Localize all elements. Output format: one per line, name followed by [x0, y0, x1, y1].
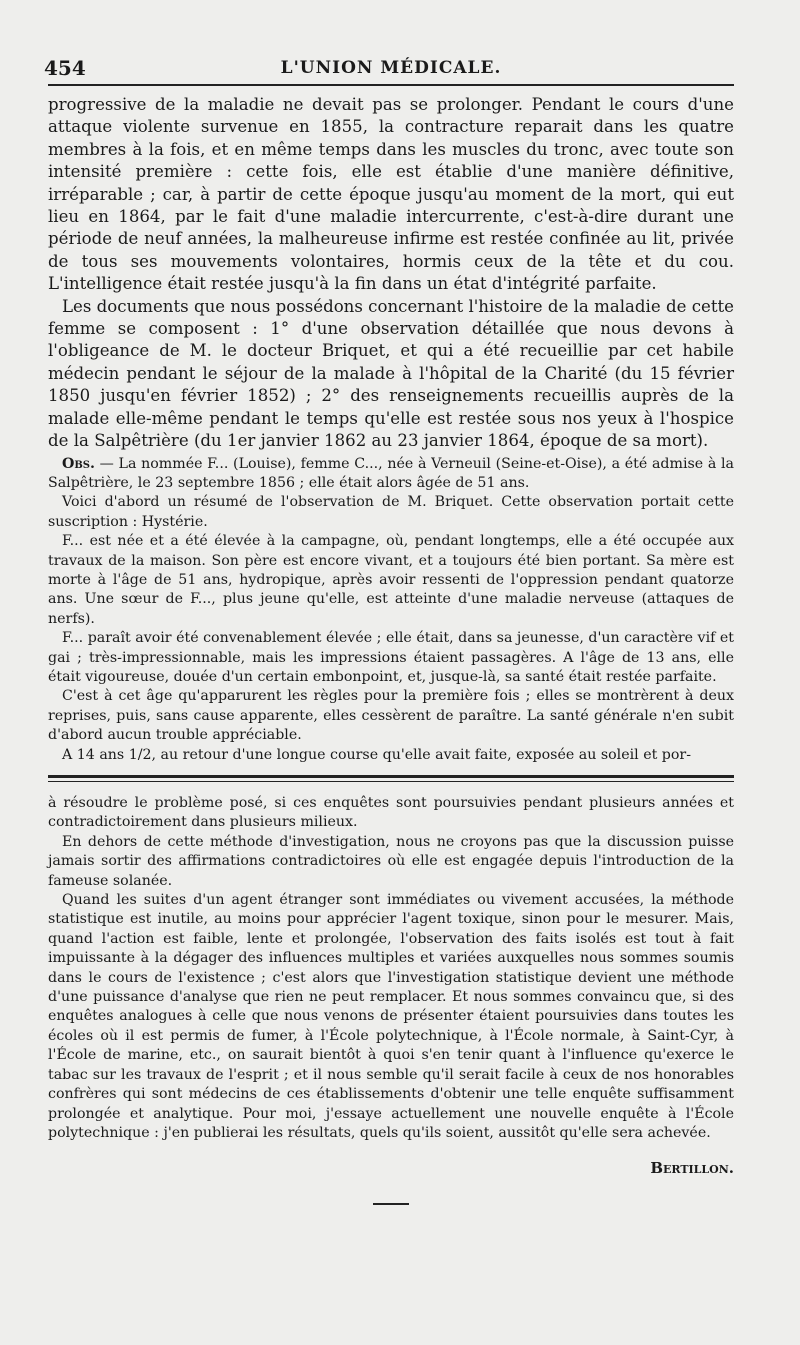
- paragraph: A 14 ans 1/2, au retour d'une longue course qu'elle avait faite, exposée au soleil et por-: [62, 746, 692, 763]
- page-number: 454: [44, 56, 86, 80]
- article-continuation: [48, 86, 734, 453]
- paragraph: Les documents que nous possédons concernant l'histoire de la maladie de cette femme se composent : 1° d'une observation détaillée que nous devons à l'obligeance de M. le docteur Briquet, et qui a été recueillie par cet habile médecin pendant le séjour de la malade à l'hôpital de la Charité (du 15 février 1850 jusqu'en février 1852) ; 2° des renseignements recueillis auprès de la malade elle-même pendant le temps qu'elle est restée sous nos yeux à l'hospice de la Salpêtrière (du 1er janvier 1862 au 23 janvier 1864, époque de sa mort).: [48, 296, 734, 451]
- paragraph: F... paraît avoir été convenablement élevée ; elle était, dans sa jeunesse, d'un caractère vif et gai ; très-impressionnable, mais les impressions étaient passagères. A l'âge de 13 ans, elle était vigoureuse, douée d'un certain embonpoint, et, jusque-là, sa santé était restée parfaite.: [48, 630, 734, 685]
- paragraph: à résoudre le problème posé, si ces enquêtes sont poursuivies pendant plusieurs années et contradictoirement dans plusieurs milieux.: [48, 795, 734, 831]
- journal-title: L'UNION MÉDICALE.: [280, 58, 502, 78]
- observation-label: Obs.: [62, 455, 95, 472]
- observation-intro-text: — La nommée F... (Louise), femme C..., née à Verneuil (Seine-et-Oise), a été admise à la Salpêtrière, le 23 septembre 1856 ; elle était alors âgée de 51 ans.: [48, 455, 734, 491]
- page-header: [44, 40, 734, 86]
- paragraph: progressive de la maladie ne devait pas se prolonger. Pendant le cours d'une attaque violente survenue en 1855, la contracture reparait dans les quatre membres à la fois, et en même temps dans les muscles du tronc, avec toute son intensité première : cette fois, elle est établie d'une manière définitive, irréparable ; car, à partir de cette époque jusqu'au moment de la mort, qui eut lieu en 1864, par le fait d'une maladie intercurrente, c'est-à-dire durant une période de neuf années, la malheureuse infirme est restée confinée au lit, privée de tous ses mouvements volontaires, hormis ceux de la tête et du cou. L'intelligence était restée jusqu'à la fin dans un état d'intégrité parfaite.: [48, 95, 734, 294]
- paragraph: C'est à cet âge qu'apparurent les règles pour la première fois ; elles se montrèrent à deux reprises, puis, sans cause apparente, elles cessèrent de paraître. La santé générale n'en subit d'abord aucun trouble appréciable.: [48, 688, 734, 744]
- paragraph: En dehors de cette méthode d'investigation, nous ne croyons pas que la discussion puisse jamais sortir des affirmations contradictoires où elle est engagée depuis l'introduction de la fameuse solanée.: [48, 833, 734, 889]
- observation-intro: [48, 455, 734, 494]
- section-separator: [48, 775, 734, 782]
- author-signature: Bertillon.: [650, 1159, 734, 1178]
- paragraph: F... est née et a été élevée à la campagne, où, pendant longtemps, elle a été occupée aux travaux de la maison. Son père est encore vivant, et a toujours été bien portant. Sa mère est morte à l'âge de 51 ans, hydropique, après avoir ressenti de l'oppression pendant quatorze ans. Une sœur de F..., plus jeune qu'elle, est atteinte d'une maladie nerveuse (attaques de nerfs).: [48, 533, 734, 627]
- paragraph: Voici d'abord un résumé de l'observation de M. Briquet. Cette observation portait cette suscription : Hystérie.: [48, 494, 734, 530]
- observation-section: [48, 453, 734, 766]
- end-rule: [373, 1203, 409, 1205]
- feuilleton-section: [48, 782, 734, 1177]
- paragraph: Quand les suites d'un agent étranger sont immédiates ou vivement accusées, la méthode statistique est inutile, au moins pour apprécier l'agent toxique, sinon pour le mesurer. Mais, quand l'action est faible, lente et prolongée, l'observation des faits isolés est tout à fait impuissante à la dégager des influences multiples et variées auxquelles nous sommes soumis dans le cours de l'existence ; c'est alors que l'investigation statistique devient une méthode d'une puissance d'analyse que rien ne peut remplacer. Et nous sommes convaincu que, si des enquêtes analogues à celle que nous venons de présenter étaient poursuivies dans toutes les écoles où il est permis de fumer, à l'École polytechnique, à l'École normale, à Saint-Cyr, à l'École de marine, etc., on saurait bientôt à quoi s'en tenir quant à l'influence qu'exerce le tabac sur les travaux de l'esprit ; et il nous semble qu'il serait facile à ceux de nos honorables confrères qui sont médecins de ces établissements d'obtenir une telle enquête suffisamment prolongée et analytique. Pour moi, j'essaye actuellement une nouvelle enquête à l'École polytechnique : j'en publierai les résultats, quels qu'ils soient, aussitôt qu'elle sera achevée.: [48, 892, 734, 1141]
